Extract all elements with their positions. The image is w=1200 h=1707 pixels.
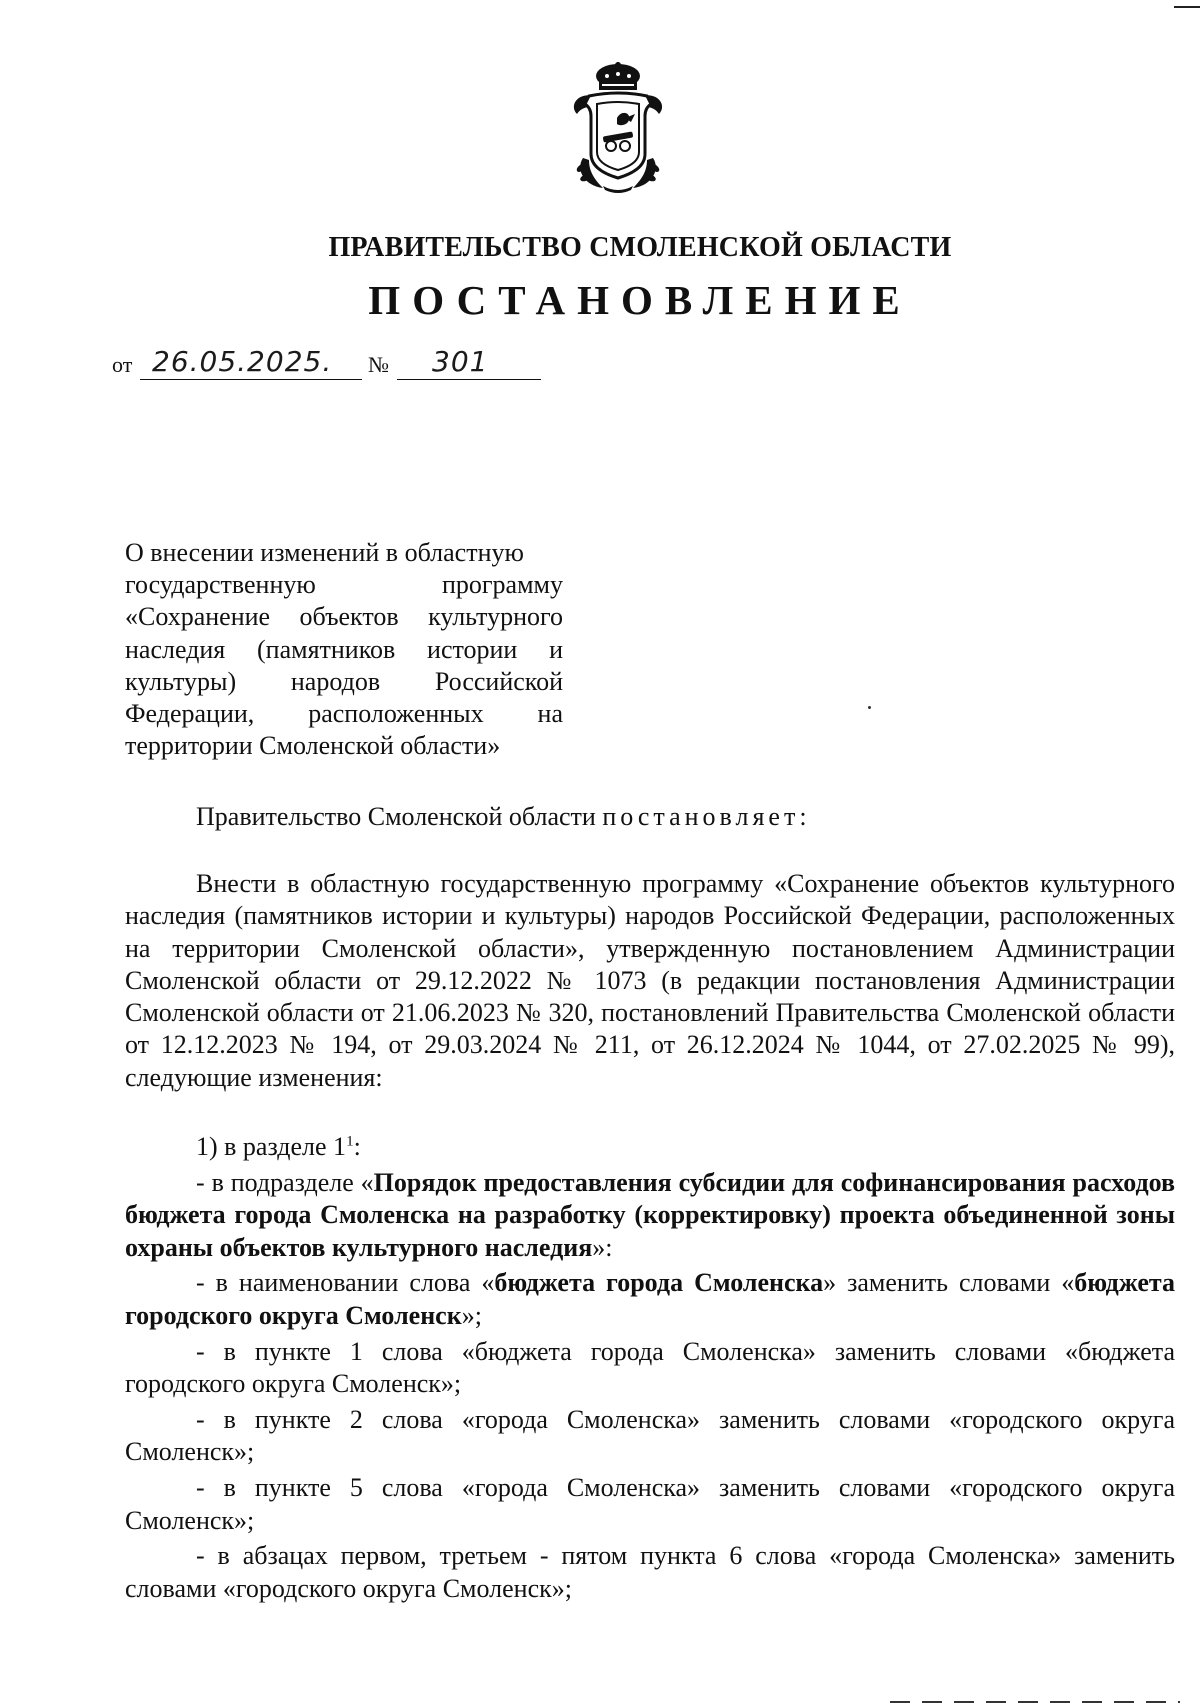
subject-line: Федерации, расположенных на <box>125 699 563 729</box>
main-paragraph-block <box>125 868 1175 1094</box>
coat-of-arms-emblem <box>559 62 677 194</box>
document-type-heading: ПОСТАНОВЛЕНИЕ <box>368 277 912 323</box>
changes-list <box>125 1131 1175 1605</box>
handwritten-date: 26.05.2025. <box>152 345 333 378</box>
subsection-prefix: - в подразделе « <box>196 1167 374 1197</box>
date-prefix: от <box>112 352 133 377</box>
change-item: - в пункте 1 слова «бюджета города Смоленска» заменить словами «бюджета городского округа Смоленск»; <box>125 1336 1175 1399</box>
subject-line: территории Смоленской области» <box>125 731 501 761</box>
change-item: - в пункте 5 слова «города Смоленска» заменить словами «городского округа Смоленск»; <box>125 1472 1175 1535</box>
change-text: » заменить словами « <box>823 1268 1075 1298</box>
change-bold-text: бюджета городского округа Смоленск <box>125 1268 1175 1330</box>
organization-title: ПРАВИТЕЛЬСТВО СМОЛЕНСКОЙ ОБЛАСТИ <box>328 232 952 263</box>
item-1-text: 1) в разделе 1 <box>196 1132 347 1161</box>
subsection-item <box>125 1167 1175 1265</box>
handwritten-number: 301 <box>432 345 489 378</box>
subject-line: культуры) народов Российской <box>125 666 563 696</box>
subject-line: О внесении изменений в областную <box>125 538 524 567</box>
change-item-name <box>125 1267 1175 1332</box>
subject-line: «Сохранение объектов культурного <box>125 602 563 632</box>
item-1 <box>125 1131 1175 1164</box>
resolves-line <box>196 802 807 832</box>
document-subject <box>125 537 563 762</box>
subject-line: государственную программу <box>125 570 563 600</box>
change-text: - в наименовании слова « <box>196 1268 495 1298</box>
change-item: - в абзацах первом, третьем - пятом пункта 6 слова «города Смоленска» заменить словами «городского округа Смоленск»; <box>125 1541 1175 1603</box>
item-1-superscript: 1 <box>346 1133 354 1150</box>
resolves-spaced-word: постановляет <box>602 802 800 831</box>
change-text: »; <box>461 1300 482 1330</box>
resolves-colon: : <box>799 802 807 831</box>
change-bold-text: бюджета города Смоленска <box>494 1268 824 1298</box>
subsection-suffix: »: <box>592 1232 613 1262</box>
scan-edge-mark <box>1174 6 1200 8</box>
main-paragraph: Внести в областную государственную программу «Сохранение объектов культурного наследия (памятников истории и культуры) народов Российской Федерации, расположенных на территории Смоленской области», утвержденную постановлением Администрации Смоленской области от 29.12.2022 № 1073 (в редакции постановления Администрации Смоленской области от 21.06.2023 № 320, постановлений Правительства Смоленской области от 12.12.2023 № 194, от 29.03.2024 № 211, от 26.12.2024 № 1044, от 27.02.2025 № 99), следующие изменения: <box>125 869 1175 1092</box>
item-1-colon: : <box>353 1132 361 1161</box>
resolves-text: Правительство Смоленской области <box>196 802 603 831</box>
change-item: - в пункте 2 слова «города Смоленска» заменить словами «городского округа Смоленск»; <box>125 1404 1175 1467</box>
scan-edge-mark <box>890 1701 1180 1703</box>
subject-line: наследия (памятников истории и <box>125 634 563 664</box>
scan-speck <box>868 706 871 709</box>
date-number-line <box>112 344 552 384</box>
number-prefix: № <box>368 352 389 377</box>
subsection-bold-title: Порядок предоставления субсидии для софинансирования расходов бюджета города Смоленска на разработку (корректировку) проекта объединенной зоны охраны объектов культурного наследия <box>125 1167 1175 1262</box>
